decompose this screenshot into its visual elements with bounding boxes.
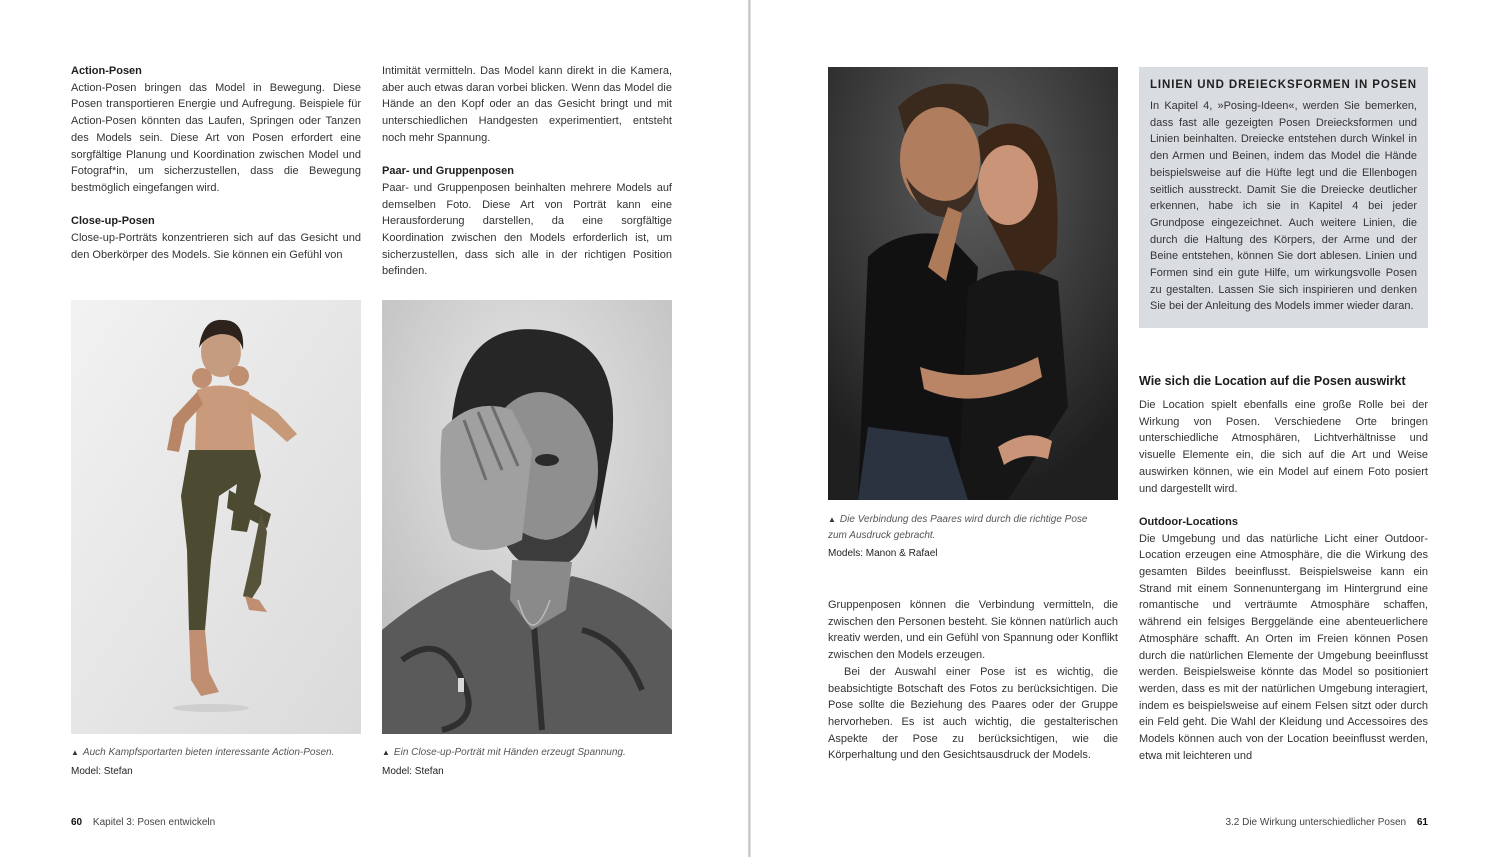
page-number-right: 61 bbox=[1416, 817, 1428, 828]
infobox-text: In Kapitel 4, »Posing-Ideen«, werden Sie bemerken, dass fast alle gezeigten Posen Dreiecksformen und Linien beinhalten. Dreiecke entstehen durch Winkel in den Armen und Beinen, indem das Model die Hände beispielsweise auf die Hüfte legt und die Ellenbogen seitlich ausstreckt. Damit Sie die Dreiecke deutlicher erkennen, habe ich sie in Kapitel 4 bei jeder Grundpose eingezeichnet. Auch weitere Linien, die durch die Haltung des Körpers, der Arme und der Beine entstehen, können Sie dort ablesen. Linien und Formen sind ein gute Hilfe, um wirkungsvolle Posen zu gestalten. Lassen Sie sich inspirieren und denken Sie bei der Anleitung des Models immer wieder daran. bbox=[1150, 100, 1417, 313]
closeup-photo-caption-text: Ein Close-up-Porträt mit Händen erzeugt Spannung. bbox=[393, 747, 626, 758]
right-page-footer bbox=[1140, 817, 1428, 828]
couple-photo-credit: Models: Manon & Rafael bbox=[828, 548, 938, 559]
double-chevron-up-icon: ▲ bbox=[828, 515, 836, 524]
action-posen-text: Action-Posen bringen das Model in Bewegung. Diese Posen transportieren Energie und Aufregung. Beispiele für Action-Posen könnten das Laufen, Springen oder Tanzen des Models sein. Diese Art von Posen erfordert eine sorgfältige Planung und Koordination zwischen Model und Fotograf*in, um sicherzustellen, dass die Bewegung bestmöglich eingefangen wird. bbox=[71, 81, 361, 194]
book-gutter bbox=[748, 0, 751, 857]
action-photo-caption-text: Auch Kampfsportarten bieten interessante Action-Posen. bbox=[82, 747, 335, 758]
couple-photo-caption bbox=[828, 512, 1098, 543]
double-chevron-up-icon: ▲ bbox=[71, 748, 79, 757]
double-chevron-up-icon: ▲ bbox=[382, 748, 390, 757]
right-column-2 bbox=[1139, 397, 1428, 764]
action-pose-photo bbox=[71, 300, 361, 734]
chapter-running-head: Kapitel 3: Posen entwickeln bbox=[92, 817, 216, 828]
paar-gruppenposen-text: Paar- und Gruppenposen beinhalten mehrere Models auf demselben Foto. Diese Art von Porträt kann eine Herausforderung darstellen, da eine sorgfältige Koordination zwischen den Models erforderlich ist, um sicherzustellen, dass sich alle in der richtigen Position befinden. bbox=[382, 181, 672, 278]
section-running-head: 3.2 Die Wirkung unterschiedlicher Posen bbox=[1225, 817, 1407, 828]
infobox-title: LINIEN UND DREIECKSFORMEN IN POSEN bbox=[1150, 79, 1418, 91]
infobox-linien-dreiecksformen bbox=[1139, 67, 1428, 328]
page-number-left: 60 bbox=[71, 817, 83, 828]
closeup-posen-heading: Close-up-Posen bbox=[71, 215, 155, 228]
outdoor-locations-text: Die Umgebung und das natürliche Licht einer Outdoor-Location erzeugen eine Atmosphäre, die die Wirkung des gesamten Bildes beeinflusst. Beispielsweise kann ein Strand mit einem Sonnenuntergang im Hintergrund eine romantische und verträumte Atmosphäre schaffen, während ein felsiges Berggelände eine abenteuerlichere Atmosphäre schafft. An Orten im Freien können Posen durch die natürlichen Elemente der Umgebung beeinflusst werden. Beispielsweise könnte das Model so positioniert werden, dass es mit der natürlichen Umgebung interagiert, indem es beispielsweise auf einem Felsen sitzt oder durch ein Feld geht. Die Wahl der Kleidung und Accessoires des Models können auch von der Location beeinflusst werden, etwa mit leichteren und bbox=[1139, 532, 1428, 762]
closeup-portrait-photo bbox=[382, 300, 672, 734]
gruppenposen-paragraph: Gruppenposen können die Verbindung vermitteln, die zwischen den Personen besteht. Sie können natürlich auch kreativ werden, und ein Gefühl von Spannung oder Konflikt zwischen den Models erzeugen. bbox=[828, 599, 1118, 662]
location-paragraph: Die Location spielt ebenfalls eine große Rolle bei der Wirkung von Posen. Verschiedene Orte bringen unterschiedliche Atmosphären, Lichtverhältnisse und visuelle Elemente ein, die sich auf die Art und Weise auswirken können, wie ein Model auf einem Foto posiert und dargestellt wird. bbox=[1139, 399, 1428, 495]
couple-photo bbox=[828, 67, 1118, 500]
pose-auswahl-paragraph: Bei der Auswahl einer Pose ist es wichtig, die beabsichtigte Botschaft des Fotos zu berücksichtigen. Die Pose sollte die Beziehung des Paares oder der Gruppe hervorheben. Es ist auch wichtig, die gestalterischen Aspekte der Pose zu berücksichtigen, wie die Körperhaltung und den Gesichtsausdruck der Models. bbox=[828, 665, 1118, 762]
outdoor-locations-heading: Outdoor-Locations bbox=[1139, 515, 1238, 528]
action-photo-credit: Model: Stefan bbox=[71, 766, 133, 777]
action-posen-heading: Action-Posen bbox=[71, 65, 142, 77]
left-page-footer bbox=[71, 817, 215, 828]
left-column-2 bbox=[382, 63, 672, 280]
closeup-continuation-text: Intimität vermitteln. Das Model kann direkt in die Kamera, aber auch etwas daran vorbei blicken. Wenn das Model die Hände an den Kopf oder an das Gesicht bringt und mit unterschiedlichen Handgesten experimentiert, entsteht noch mehr Spannung. bbox=[382, 65, 672, 144]
section-title-location: Wie sich die Location auf die Posen auswirkt bbox=[1139, 374, 1406, 388]
paar-gruppenposen-heading: Paar- und Gruppenposen bbox=[382, 165, 515, 178]
closeup-posen-text: Close-up-Porträts konzentrieren sich auf das Gesicht und den Oberkörper des Models. Sie können ein Gefühl von bbox=[71, 232, 361, 261]
couple-photo-caption-text: Die Verbindung des Paares wird durch die richtige Pose zum Ausdruck gebracht. bbox=[828, 514, 1088, 541]
closeup-photo-credit: Model: Stefan bbox=[382, 766, 444, 777]
left-column-1 bbox=[71, 63, 361, 263]
right-column-1 bbox=[828, 597, 1118, 764]
closeup-photo-caption bbox=[382, 745, 672, 761]
action-photo-caption bbox=[71, 745, 361, 761]
